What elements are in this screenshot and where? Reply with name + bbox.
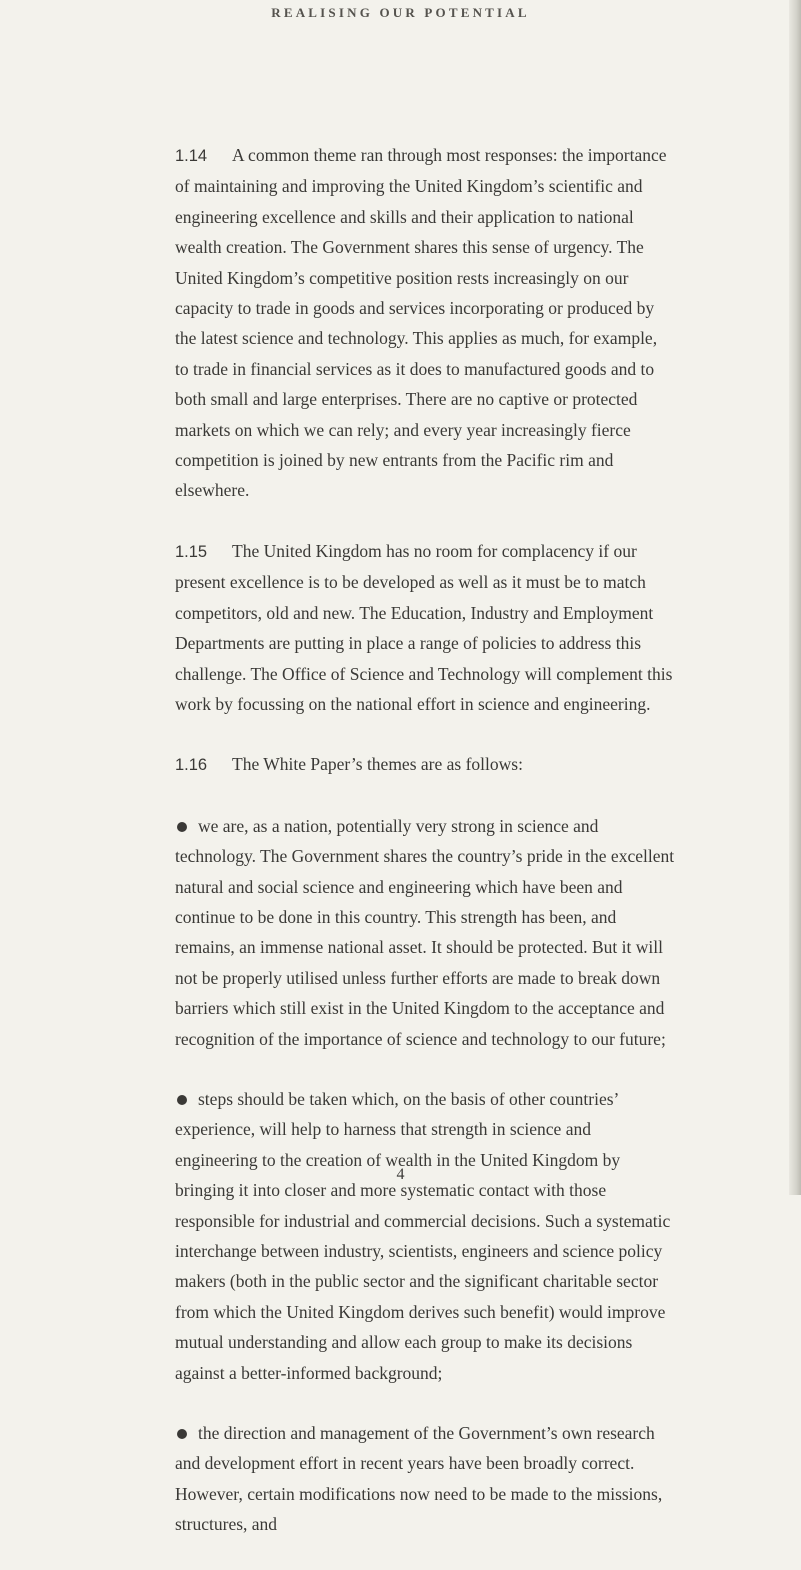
list-item	[175, 811, 675, 1054]
paragraph-1-14	[175, 140, 675, 506]
bullet-icon	[177, 822, 187, 832]
paragraph-text: The United Kingdom has no room for complacency if our present excellence is to be developed as well as it must be to match competitors, old and new. The Education, Industry and Employment Departments are putting in place a range of policies to address this challenge. The Office of Science and Technology will complement this work by focussing on the national effort in science and engineering.	[175, 540, 673, 714]
paragraph-text: A common theme ran through most responses: the importance of maintaining and improving the United Kingdom’s scientific and engineering excellence and skills and their application to national wealth creation. The Government shares this sense of urgency. The United Kingdom’s competitive position rests increasingly on our capacity to trade in goods and services incorporating or produced by the latest science and technology. This applies as much, for example, to trade in financial services as it does to manufactured goods and to both small and large enterprises. There are no captive or protected markets on which we can rely; and every year increasingly fierce competition is joined by new entrants from the Pacific rim and elsewhere.	[175, 145, 667, 501]
paragraph-number: 1.14	[175, 147, 208, 165]
page-number: 4	[396, 1166, 405, 1183]
list-item-text: steps should be taken which, on the basis of other countries’ experience, will help to harness that strength in science and engineering to the creation of wealth in the United Kingdom by bringing it into closer and more systematic contact with those responsible for industrial and commercial decisions. Such a systematic interchange between industry, scientists, engineers and science policy makers (both in the public sector and the significant charitable sector from which the United Kingdom derives such benefit) would improve mutual understanding and allow each group to make its decisions against a better-informed background;	[175, 1088, 671, 1383]
page-edge-shadow	[789, 0, 801, 1195]
list-item-text: the direction and management of the Government’s own research and development effort in recent years have been broadly correct. However, certain modifications now need to be made to the missions, structures, and	[175, 1423, 663, 1535]
list-item	[175, 1418, 675, 1540]
paragraph-number: 1.15	[175, 542, 208, 561]
bullet-icon	[177, 1429, 187, 1439]
body-text	[175, 140, 675, 1570]
running-head: REALISING OUR POTENTIAL	[271, 5, 530, 20]
paragraph-1-15	[175, 536, 675, 719]
bullet-icon	[177, 1095, 187, 1105]
list-item	[175, 1084, 675, 1388]
paragraph-1-16	[175, 749, 675, 780]
paragraph-text: The White Paper’s themes are as follows:	[232, 754, 523, 775]
paragraph-number: 1.16	[175, 756, 208, 775]
list-item-text: we are, as a nation, potentially very strong in science and technology. The Government shares the country’s pride in the excellent natural and social science and engineering which have been and continue to be done in this country. This strength has been, and remains, an immense national asset. It should be protected. But it will not be properly utilised unless further efforts are made to break down barriers which still exist in the United Kingdom to the acceptance and recognition of the importance of science and technology to our future;	[175, 815, 675, 1049]
